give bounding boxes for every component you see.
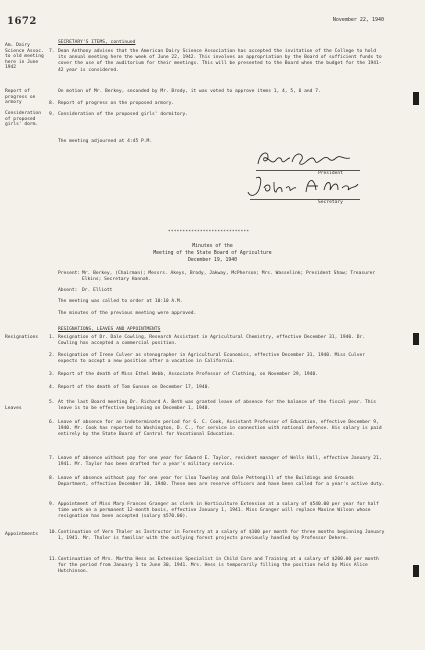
minutes-title-line1: Minutes of the bbox=[192, 244, 233, 249]
item-text: Resignation of Irene Culver as stenographer in Agricultural Economics, effective December 31, 1940. Miss Culver expects to accept a new position after a vacation in California. bbox=[58, 353, 365, 365]
minute-item bbox=[49, 335, 386, 347]
minute-item bbox=[49, 49, 386, 74]
margin-resignations: Resignations bbox=[5, 335, 39, 340]
item-text: Dean Anthony advises that the American Dairy Science Association has accepted the invitation of the College to hold its annual meeting here the week of June 22, 1942. This involves an appropriation by the Board of sufficient funds to cover the use of the auditorium for their meetings. This will be presented to the Board when the budget for the 1941-42 year is considered. bbox=[58, 49, 382, 73]
margin-note-armory: Report of progress on armory bbox=[5, 89, 36, 106]
minute-item bbox=[49, 502, 386, 521]
top-heading: SECRETARY'S ITEMS, continued bbox=[58, 40, 136, 45]
minute-item bbox=[49, 530, 386, 542]
called-to-order: The meeting was called to order at 10:10 A.M. bbox=[58, 299, 183, 304]
section-heading: RESIGNATIONS, LEAVES AND APPOINTMENTS bbox=[58, 327, 161, 332]
item-number: 11. bbox=[49, 557, 58, 562]
secretary-signature bbox=[242, 174, 362, 202]
absent-text: Dr. Elliott bbox=[82, 288, 113, 293]
item-text: Continuation of Vern Thaler as Instructor in Forestry at a salary of $100 per month for three months beginning January 1, 1941. Mr. Thaler is familiar with the outlying forest projects previously handled by Professor Dehere. bbox=[58, 530, 385, 542]
item-number: 7. bbox=[49, 456, 55, 461]
minute-item bbox=[49, 112, 386, 118]
item-number: 7. bbox=[49, 49, 55, 54]
adjourned-text: The meeting adjourned at 4:45 P.M. bbox=[58, 139, 153, 144]
item-number: 4. bbox=[49, 385, 55, 390]
item-text: Report of progress on the proposed armory. bbox=[58, 101, 175, 106]
item-number: 1. bbox=[49, 335, 55, 340]
separator: **************************** bbox=[168, 229, 250, 234]
minute-item bbox=[49, 420, 386, 439]
item-text: Report of the death of Miss Ethel Webb, Associate Professor of Clothing, on November 29, 1940. bbox=[58, 372, 318, 377]
item-number: 10. bbox=[49, 530, 58, 535]
item-text: On motion of Mr. Berkey, seconded by Mr. Brody, it was voted to approve items 1, 4, 5, 6 and 7. bbox=[58, 89, 321, 94]
absent-label: Absent: bbox=[58, 288, 78, 293]
item-text: Leave of absence without pay for one year for Edward E. Taylor, resident manager of Wells Hall, effective January 21, 1941. Mr. Taylor has been drafted for a year's military service. bbox=[58, 456, 382, 468]
item-number: 5. bbox=[49, 400, 55, 405]
item-number: 8. bbox=[49, 476, 55, 481]
president-label: President bbox=[318, 171, 343, 176]
item-number: 3. bbox=[49, 372, 55, 377]
binder-tab bbox=[413, 333, 419, 345]
binder-tab bbox=[413, 565, 419, 577]
margin-note-dairy: Am. Dairy Science Assoc. to old meeting here in June 1942 bbox=[5, 43, 44, 71]
minute-item bbox=[49, 101, 386, 107]
header-date: November 22, 1940 bbox=[332, 17, 384, 23]
item-text: Report of the death of Tom Gunson on December 17, 1940. bbox=[58, 385, 211, 390]
present-text: Mr. Berkey, (Chairman); Messrs. Akeys, Brody, Jakway, McPherson; Mrs. Wasselink; President Shaw; Treasurer Elkins; Secretary Hannah. bbox=[82, 271, 376, 283]
secretary-signature-line bbox=[250, 199, 360, 200]
minute-item bbox=[49, 557, 386, 576]
item-number: 8. bbox=[49, 101, 55, 106]
minute-item bbox=[49, 372, 386, 378]
binder-tab bbox=[413, 92, 419, 105]
item-text: Appointment of Miss Mary Frances Granger as clerk in Horticulture Extension at a salary of $540.00 per year for half time work on a permanent 12-month basis, effective January 1, 1941. Miss Granger will replace Maxine Wilson whose resignation has been accepted (salary $570.00). bbox=[58, 502, 379, 520]
minute-item bbox=[58, 89, 386, 95]
margin-leaves: Leaves bbox=[5, 406, 22, 411]
item-number: 6. bbox=[49, 420, 55, 425]
item-number: 9. bbox=[49, 112, 55, 117]
minute-item bbox=[49, 353, 386, 365]
secretary-label: Secretary bbox=[318, 200, 343, 205]
minute-item bbox=[49, 456, 386, 468]
minute-item bbox=[49, 476, 386, 488]
item-text: Resignation of Dr. Dale Cowling, Research Assistant in Agricultural Chemistry, effective December 31, 1940. Dr. Cowling has accepted a commercial position. bbox=[58, 335, 365, 347]
item-number: 2. bbox=[49, 353, 55, 358]
item-text: Consideration of the proposed girls' dormitory. bbox=[58, 112, 188, 117]
president-signature-line bbox=[256, 170, 360, 171]
page-number: 1672 bbox=[7, 16, 37, 27]
minute-item bbox=[49, 400, 386, 412]
margin-appointments: Appointments bbox=[5, 532, 39, 537]
item-text: Leave of absence for an indeterminate period for G. C. Cook, Assistant Professor of Education, effective December 9, 1940. Mr. Cook has reported to Washington, D. C., for service in connection with national defense. His salary is paid entirely by the State Board of Control for Vocational Education. bbox=[58, 420, 382, 438]
item-text: Continuation of Mrs. Martha Hess as Extension Specialist in Child Care and Training at a salary of $200.00 per month for the period from January 1 to June 30, 1941. Mrs. Hess is temporarily filling the position held by Miss Alice Hutchinson. bbox=[58, 557, 379, 575]
minutes-approved: The minutes of the previous meeting were approved. bbox=[58, 311, 197, 316]
minutes-title-line3: December 19, 1940 bbox=[187, 258, 238, 263]
margin-note-dorm: Consideration of proposed girls' dorm. bbox=[5, 111, 41, 128]
item-text: At the last Board meeting Dr. Richard A. Beth was granted leave of absence for the balance of the fiscal year. This leave is to be effective beginning on December 1, 1940. bbox=[58, 400, 377, 412]
present-label: Present: bbox=[58, 271, 81, 276]
item-number: 9. bbox=[49, 502, 55, 507]
president-signature bbox=[254, 148, 354, 170]
minutes-title-line2: Meeting of the State Board of Agriculture bbox=[153, 251, 272, 256]
minute-item bbox=[49, 385, 386, 391]
item-text: Leave of absence without pay for one year for Lloa Townley and Dale Pettengill of the Buildings and Grounds Department, effective December 10, 1940. These men are reserve officers and have been called for a year's active duty. bbox=[58, 476, 385, 488]
